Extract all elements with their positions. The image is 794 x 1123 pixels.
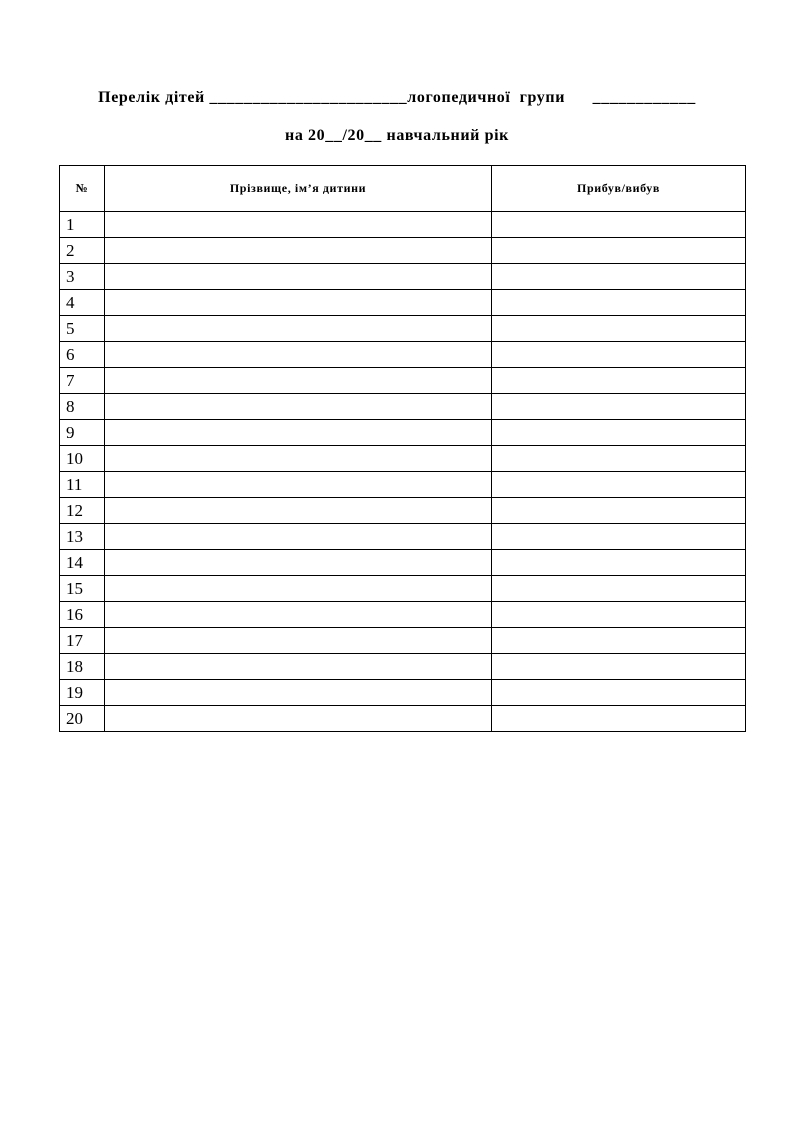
row-number: 1 — [60, 212, 105, 238]
table-row — [60, 368, 746, 394]
arrived-left-cell[interactable] — [492, 316, 746, 342]
child-name-cell[interactable] — [105, 550, 492, 576]
row-number: 9 — [60, 420, 105, 446]
row-number: 7 — [60, 368, 105, 394]
child-name-cell[interactable] — [105, 212, 492, 238]
child-name-cell[interactable] — [105, 238, 492, 264]
row-number: 5 — [60, 316, 105, 342]
arrived-left-cell[interactable] — [492, 420, 746, 446]
arrived-left-cell[interactable] — [492, 290, 746, 316]
child-name-cell[interactable] — [105, 342, 492, 368]
child-name-cell[interactable] — [105, 420, 492, 446]
table-body — [60, 212, 746, 732]
arrived-left-cell[interactable] — [492, 498, 746, 524]
row-number: 16 — [60, 602, 105, 628]
academic-year-line: на 20__/20__ навчальний рік — [285, 127, 509, 144]
child-name-cell[interactable] — [105, 524, 492, 550]
row-number: 15 — [60, 576, 105, 602]
child-name-cell[interactable] — [105, 628, 492, 654]
row-number: 10 — [60, 446, 105, 472]
child-name-cell[interactable] — [105, 368, 492, 394]
table-row — [60, 446, 746, 472]
arrived-left-cell[interactable] — [492, 654, 746, 680]
arrived-left-cell[interactable] — [492, 524, 746, 550]
table-row — [60, 472, 746, 498]
table-header-row — [60, 166, 746, 212]
children-roster-table — [59, 165, 746, 732]
table-row — [60, 680, 746, 706]
table-row — [60, 576, 746, 602]
child-name-cell[interactable] — [105, 602, 492, 628]
row-number: 4 — [60, 290, 105, 316]
arrived-left-cell[interactable] — [492, 602, 746, 628]
row-number: 18 — [60, 654, 105, 680]
row-number: 20 — [60, 706, 105, 732]
arrived-left-cell[interactable] — [492, 238, 746, 264]
table-row — [60, 238, 746, 264]
arrived-left-cell[interactable] — [492, 628, 746, 654]
arrived-left-cell[interactable] — [492, 342, 746, 368]
header-arrived-left: Прибув/вибув — [492, 166, 746, 212]
child-name-cell[interactable] — [105, 394, 492, 420]
child-name-cell[interactable] — [105, 472, 492, 498]
child-name-cell[interactable] — [105, 576, 492, 602]
row-number: 19 — [60, 680, 105, 706]
arrived-left-cell[interactable] — [492, 550, 746, 576]
child-name-cell[interactable] — [105, 706, 492, 732]
header-number: № — [60, 166, 105, 212]
child-name-cell[interactable] — [105, 264, 492, 290]
table-row — [60, 550, 746, 576]
arrived-left-cell[interactable] — [492, 212, 746, 238]
child-name-cell[interactable] — [105, 316, 492, 342]
document-title: Перелік дітей _______________________логопедичної групи ____________ — [98, 89, 696, 106]
table-row — [60, 290, 746, 316]
arrived-left-cell[interactable] — [492, 446, 746, 472]
child-name-cell[interactable] — [105, 290, 492, 316]
table-row — [60, 524, 746, 550]
child-name-cell[interactable] — [105, 446, 492, 472]
table-row — [60, 394, 746, 420]
arrived-left-cell[interactable] — [492, 394, 746, 420]
table-row — [60, 264, 746, 290]
row-number: 2 — [60, 238, 105, 264]
arrived-left-cell[interactable] — [492, 680, 746, 706]
child-name-cell[interactable] — [105, 654, 492, 680]
row-number: 8 — [60, 394, 105, 420]
row-number: 11 — [60, 472, 105, 498]
table-row — [60, 654, 746, 680]
arrived-left-cell[interactable] — [492, 472, 746, 498]
table-row — [60, 498, 746, 524]
row-number: 3 — [60, 264, 105, 290]
arrived-left-cell[interactable] — [492, 576, 746, 602]
row-number: 17 — [60, 628, 105, 654]
row-number: 6 — [60, 342, 105, 368]
header-child-name: Прізвище, ім’я дитини — [105, 166, 492, 212]
row-number: 12 — [60, 498, 105, 524]
table-row — [60, 212, 746, 238]
table-row — [60, 602, 746, 628]
table-row — [60, 316, 746, 342]
child-name-cell[interactable] — [105, 680, 492, 706]
table-row — [60, 420, 746, 446]
arrived-left-cell[interactable] — [492, 368, 746, 394]
table-row — [60, 706, 746, 732]
table-row — [60, 628, 746, 654]
table-row — [60, 342, 746, 368]
arrived-left-cell[interactable] — [492, 264, 746, 290]
arrived-left-cell[interactable] — [492, 706, 746, 732]
row-number: 13 — [60, 524, 105, 550]
child-name-cell[interactable] — [105, 498, 492, 524]
row-number: 14 — [60, 550, 105, 576]
